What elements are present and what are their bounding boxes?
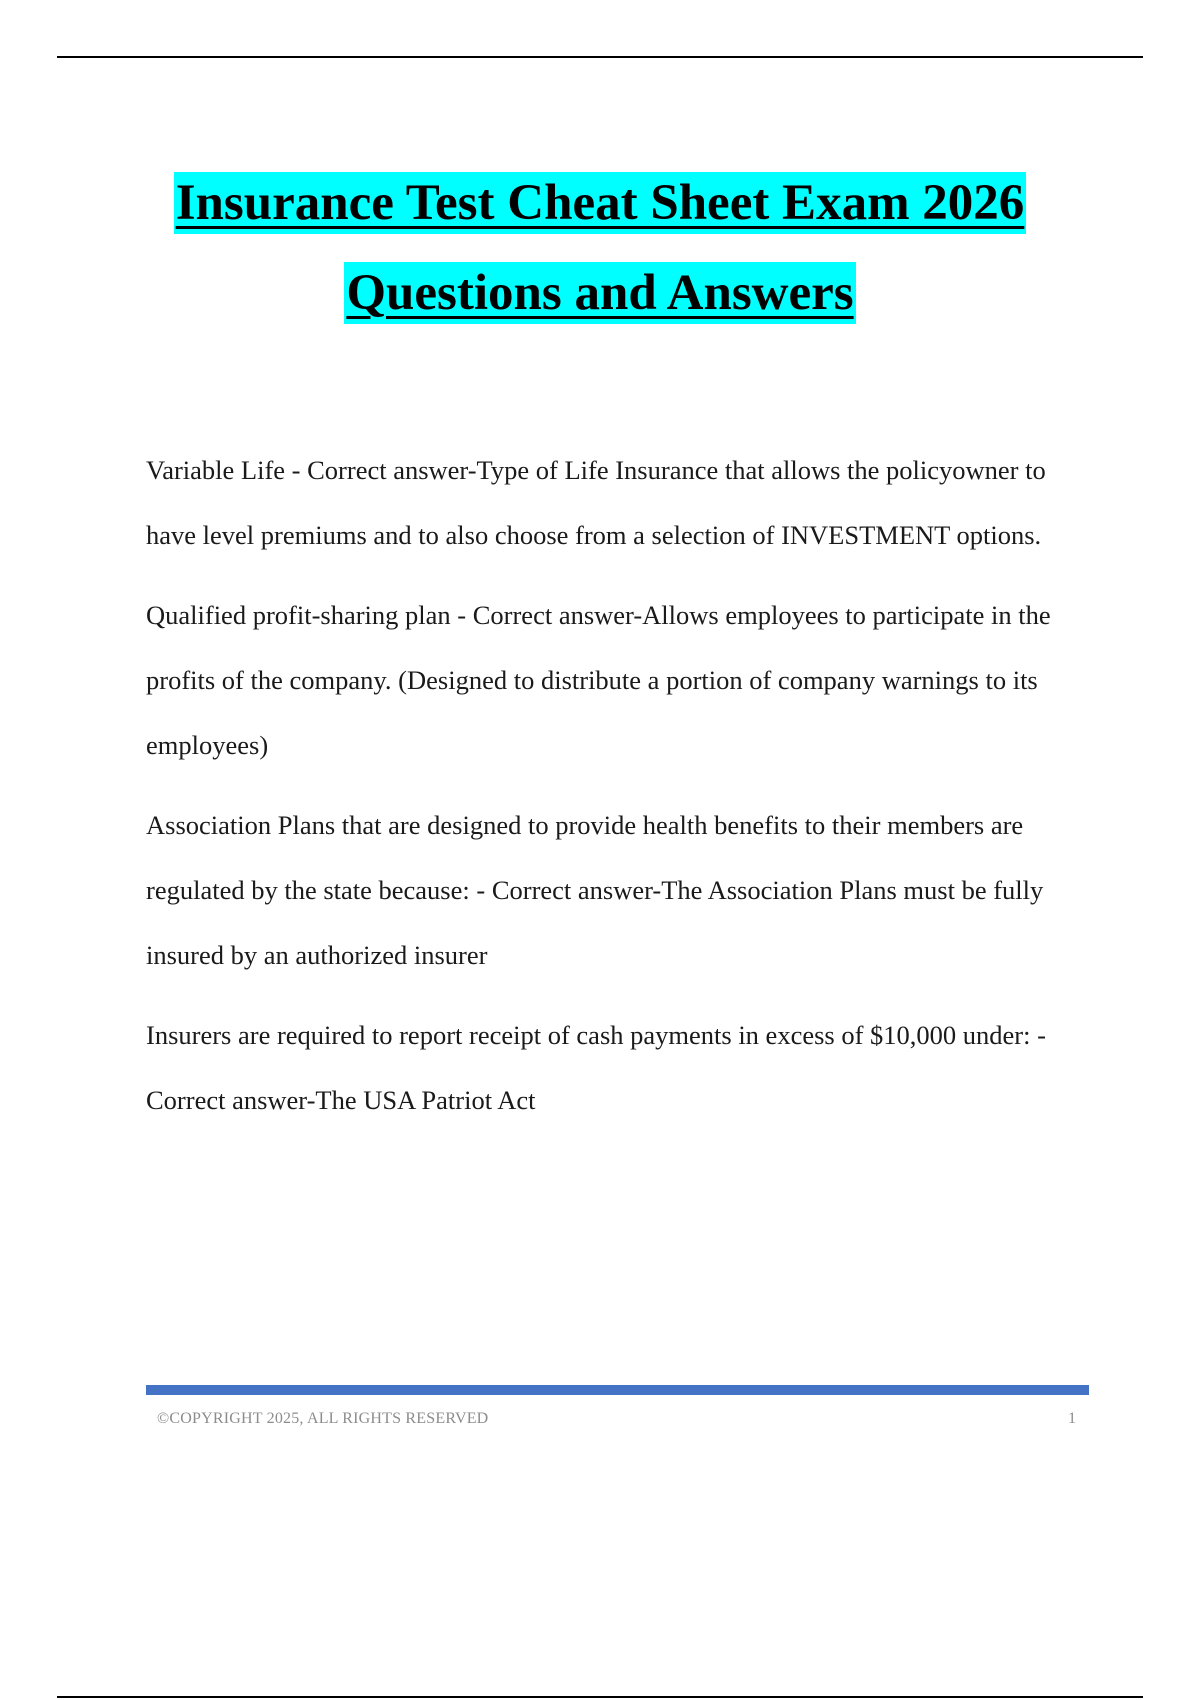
qa-entry-variable-life: Variable Life - Correct answer-Type of Life Insurance that allows the policyowner to have level premiums and to also choose from a selection of INVESTMENT options. <box>146 455 1046 550</box>
document-title <box>0 172 1200 324</box>
title-line-1: Insurance Test Cheat Sheet Exam 2026 <box>174 172 1027 234</box>
title-line-2: Questions and Answers <box>344 262 855 324</box>
bottom-rule <box>57 1696 1143 1698</box>
footer-page-number: 1 <box>1068 1410 1076 1427</box>
qa-entry-cash-payments: Insurers are required to report receipt of cash payments in excess of $10,000 under: - Correct answer-The USA Patriot Act <box>146 1020 1046 1115</box>
top-rule <box>57 56 1143 58</box>
qa-entry-association-plans: Association Plans that are designed to provide health benefits to their members are regulated by the state because: - Correct answer-The Association Plans must be fully insured by an authorized insurer <box>146 810 1044 970</box>
footer-bar <box>146 1385 1089 1395</box>
qa-content <box>146 438 1096 1148</box>
qa-entry-profit-sharing: Qualified profit-sharing plan - Correct answer-Allows employees to participate in the profits of the company. (Designed to distribute a portion of company warnings to its employees) <box>146 600 1051 760</box>
footer-copyright: ©COPYRIGHT 2025, ALL RIGHTS RESERVED <box>157 1410 489 1427</box>
